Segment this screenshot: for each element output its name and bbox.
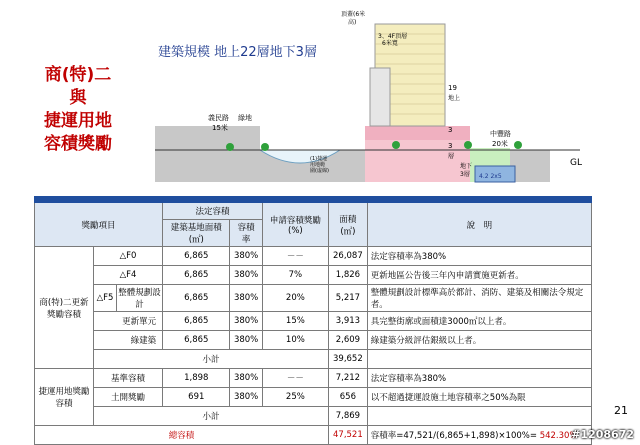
- row-apply: 7%: [262, 266, 328, 285]
- watermark: #1208672: [571, 428, 634, 441]
- row-far: 380%: [230, 285, 262, 312]
- row-item: 整體規劃設計: [118, 288, 161, 310]
- label-zhongzheng: 中豐路: [490, 130, 511, 138]
- row-apply: －－: [262, 369, 328, 388]
- total-note-text: 容積率=47,521/(6,865+1,898)×100%=: [370, 431, 537, 441]
- row-apply: 10%: [262, 331, 328, 350]
- subtotal-row: [35, 350, 592, 369]
- row-far: 380%: [230, 312, 262, 331]
- row-item: 更新單元: [94, 312, 163, 331]
- row-area: 656: [328, 388, 367, 407]
- row-base: 691: [163, 388, 230, 407]
- side-title-line-4: 容積獎勵: [44, 134, 112, 154]
- hdr-apply: 申請容積獎勵(%): [262, 203, 328, 247]
- total-row: [35, 426, 592, 445]
- row-item: 土開獎勵: [94, 388, 163, 407]
- label-15: 15米: [212, 124, 228, 132]
- table-row: [35, 312, 592, 331]
- label-20: 20米: [492, 140, 508, 148]
- group-f5-label: △F5: [94, 285, 117, 311]
- row-note: 具完整街廓或面積達3000㎡以上者。: [367, 312, 591, 331]
- label-road1: 義民路: [208, 114, 229, 122]
- row-base: 6,865: [163, 247, 230, 266]
- label-6m: 6米寬: [382, 40, 398, 47]
- row-base: 6,865: [163, 331, 230, 350]
- row-area: 3,913: [328, 312, 367, 331]
- group2-label: 捷運用地獎勵容積: [35, 369, 94, 426]
- row-item: △F0: [94, 247, 163, 266]
- row-item: 基準容積: [94, 369, 163, 388]
- table-row: [35, 266, 592, 285]
- row-far: 380%: [230, 247, 262, 266]
- label-river2: 用地範: [310, 162, 326, 168]
- label-3f: 3、4F頂層: [378, 33, 408, 40]
- side-title-line-2: 與: [69, 88, 87, 108]
- side-title: [18, 64, 138, 156]
- hdr-far: 容積率: [230, 220, 262, 247]
- table-row: [35, 369, 592, 388]
- label-river3: 圍(虛線): [310, 168, 329, 174]
- label-box: 4.2 2x5: [479, 173, 502, 180]
- f5-cell: [94, 285, 163, 312]
- label-gl: GL: [570, 158, 582, 168]
- row-area: 1,826: [328, 266, 367, 285]
- row-area: 5,217: [328, 285, 367, 312]
- hdr-note: 說 明: [367, 203, 591, 247]
- row-apply: 25%: [262, 388, 328, 407]
- subtotal-row: [35, 407, 592, 426]
- label-3: 3: [448, 126, 453, 134]
- award-table: [34, 196, 592, 445]
- label-basement-1: 地下: [460, 163, 473, 170]
- label-ground: 地上: [448, 95, 461, 102]
- row-base: 6,865: [163, 312, 230, 331]
- hdr-area: 面積(㎡): [328, 203, 367, 247]
- row-base: 1,898: [163, 369, 230, 388]
- row-note: 以不超過捷運設施土地容積率之50%為限: [367, 388, 591, 407]
- label-basement-2: 3層: [460, 171, 470, 178]
- row-area: 26,087: [328, 247, 367, 266]
- row-far: 380%: [230, 388, 262, 407]
- subtotal-value: 7,869: [328, 407, 367, 426]
- total-label: 總容積: [35, 426, 329, 445]
- label-river1: (1)捷運: [310, 156, 328, 162]
- page-number: 21: [614, 404, 628, 417]
- row-note: 綠建築分級評估銀級以上者。: [367, 331, 591, 350]
- group1-label: 商(特)二更新獎勵容積: [35, 247, 94, 369]
- total-note: [367, 426, 591, 445]
- side-title-line-3: 捷運用地: [44, 111, 112, 131]
- building-section-diagram: [150, 8, 590, 193]
- row-base: 6,865: [163, 285, 230, 312]
- subtotal-label: 小計: [94, 350, 329, 369]
- hdr-award-item: 獎勵項目: [35, 203, 163, 247]
- table-row: [35, 285, 592, 312]
- total-pct: 542.30%: [539, 431, 578, 441]
- podium: [365, 140, 473, 182]
- row-apply: 20%: [262, 285, 328, 312]
- table-row: [35, 331, 592, 350]
- row-note: 整體規劃設計標準高於都計、消防、建築及相關法令規定者。: [367, 285, 591, 312]
- hdr-legal-far: 法定容積: [163, 203, 263, 220]
- table-row: [35, 388, 592, 407]
- row-note: 法定容積率為380%: [367, 369, 591, 388]
- row-far: 380%: [230, 266, 262, 285]
- row-item: 綠建築: [94, 331, 163, 350]
- row-note: 法定容積率為380%: [367, 247, 591, 266]
- row-base: 6,865: [163, 266, 230, 285]
- subtotal-label: 小計: [94, 407, 329, 426]
- label-top-small: 頂蓋(6米: [341, 11, 366, 18]
- label-19: 19: [448, 84, 457, 92]
- label-floor: 層: [448, 153, 455, 160]
- row-area: 2,609: [328, 331, 367, 350]
- row-item: △F4: [94, 266, 163, 285]
- side-title-line-1: 商(特)二: [44, 65, 112, 85]
- row-far: 380%: [230, 331, 262, 350]
- row-area: 7,212: [328, 369, 367, 388]
- label-top-small2: 高): [348, 19, 357, 26]
- label-3b: 3: [448, 142, 453, 150]
- hdr-base-area: 建築基地面積(㎡): [163, 220, 230, 247]
- label-green: 綠地: [238, 114, 252, 122]
- subtotal-value: 39,652: [328, 350, 367, 369]
- total-value: 47,521: [328, 426, 367, 445]
- diagram-title: 建築規模 地上22層地下3層: [158, 45, 317, 60]
- row-far: 380%: [230, 369, 262, 388]
- row-apply: －－: [262, 247, 328, 266]
- row-note: 更新地區公告後三年內申請實施更新者。: [367, 266, 591, 285]
- table-row: [35, 247, 592, 266]
- row-apply: 15%: [262, 312, 328, 331]
